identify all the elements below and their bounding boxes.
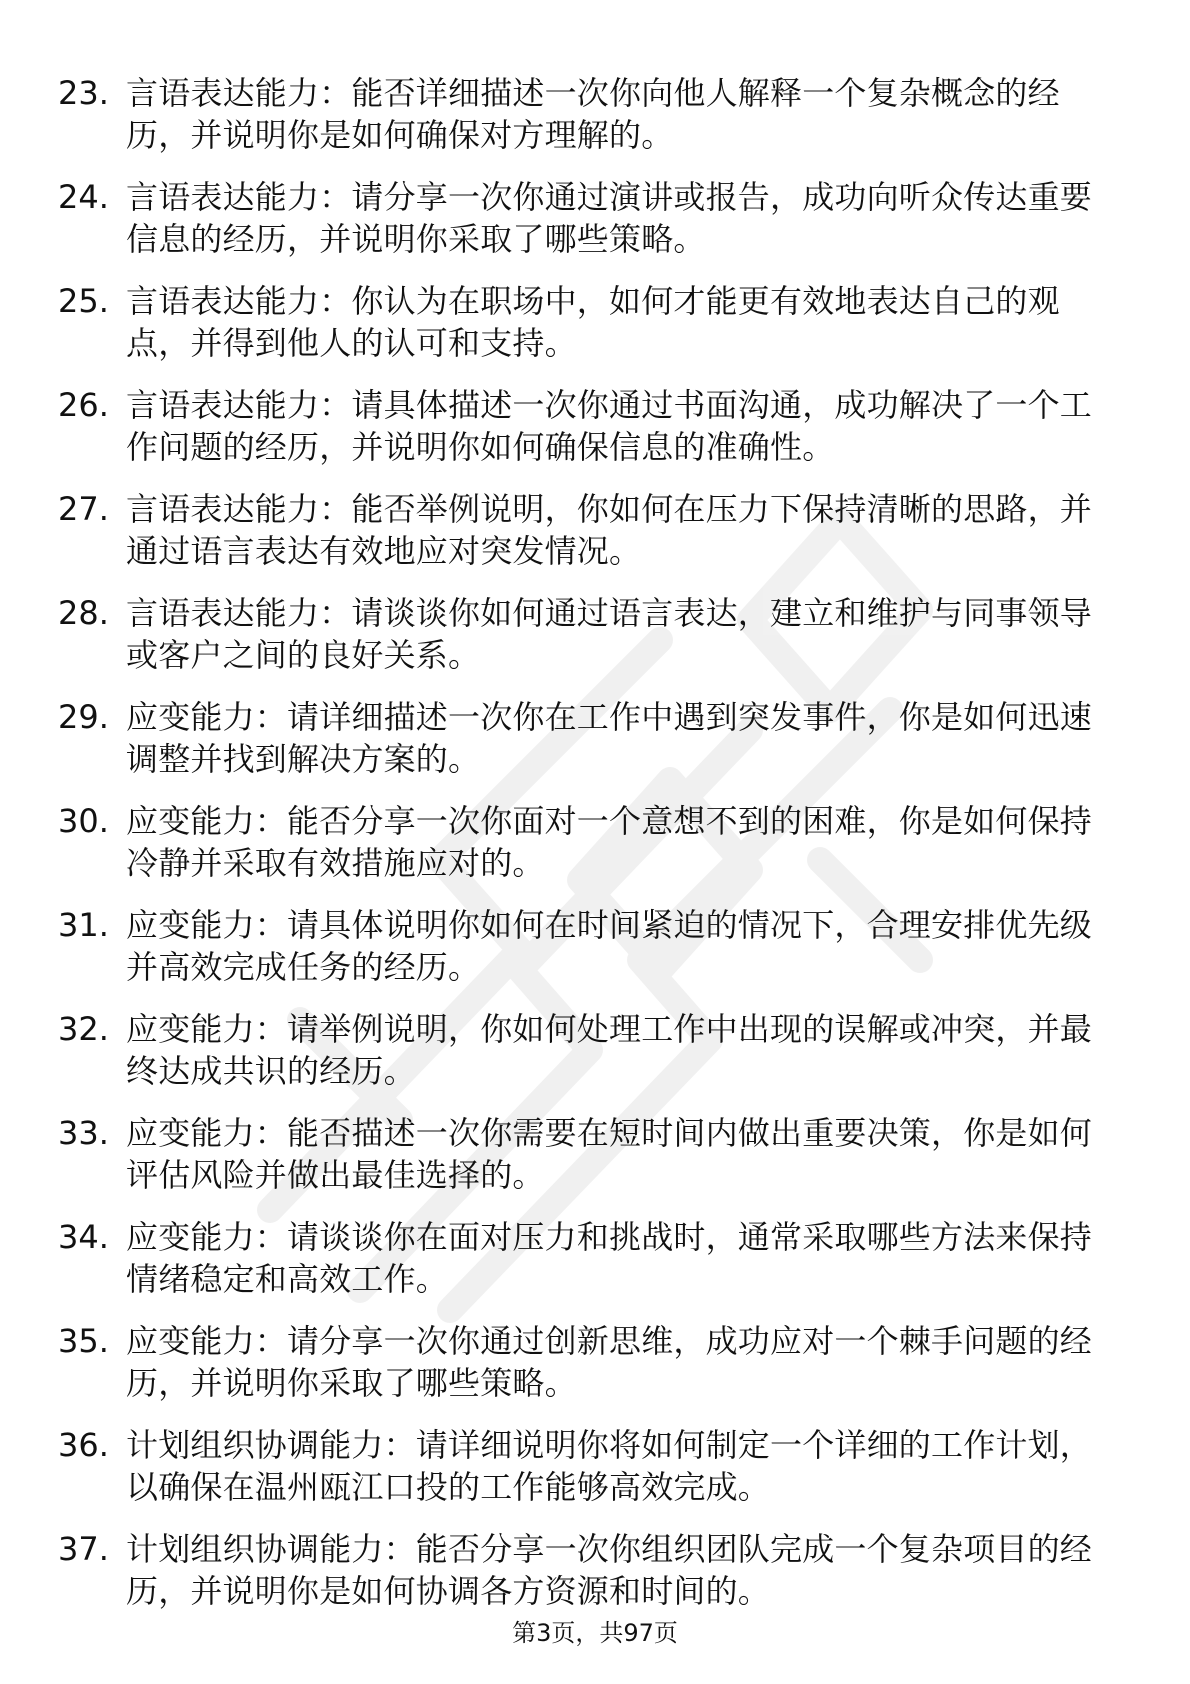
question-item xyxy=(58,1216,1108,1320)
question-text: 计划组织协调能力：请详细说明你将如何制定一个详细的工作计划，以确保在温州瓯江口投的工作能够高效完成。 xyxy=(126,1426,1093,1506)
question-text: 言语表达能力：能否详细描述一次你向他人解释一个复杂概念的经历，并说明你是如何确保对方理解的。 xyxy=(126,74,1060,154)
question-item xyxy=(58,176,1108,280)
question-number: 34. xyxy=(58,1218,109,1256)
question-number: 36. xyxy=(58,1426,109,1464)
question-number: 33. xyxy=(58,1114,109,1152)
question-number: 30. xyxy=(58,802,109,840)
question-text: 应变能力：能否分享一次你面对一个意想不到的困难，你是如何保持冷静并采取有效措施应对的。 xyxy=(126,802,1093,882)
question-item xyxy=(58,800,1108,904)
question-item xyxy=(58,384,1108,488)
question-text: 言语表达能力：请分享一次你通过演讲或报告，成功向听众传达重要信息的经历，并说明你采取了哪些策略。 xyxy=(126,178,1093,258)
question-text: 应变能力：能否描述一次你需要在短时间内做出重要决策，你是如何评估风险并做出最佳选择的。 xyxy=(126,1114,1093,1194)
question-text: 应变能力：请详细描述一次你在工作中遇到突发事件，你是如何迅速调整并找到解决方案的。 xyxy=(126,698,1093,778)
question-item xyxy=(58,1008,1108,1112)
question-text: 应变能力：请谈谈你在面对压力和挑战时，通常采取哪些方法来保持情绪稳定和高效工作。 xyxy=(126,1218,1093,1298)
question-text: 应变能力：请举例说明，你如何处理工作中出现的误解或冲突，并最终达成共识的经历。 xyxy=(126,1010,1093,1090)
question-item xyxy=(58,488,1108,592)
question-text: 应变能力：请具体说明你如何在时间紧迫的情况下，合理安排优先级并高效完成任务的经历。 xyxy=(126,906,1093,986)
question-item xyxy=(58,1112,1108,1216)
question-number: 35. xyxy=(58,1322,109,1360)
question-item xyxy=(58,72,1108,176)
question-item xyxy=(58,592,1108,696)
question-item xyxy=(58,1424,1108,1528)
question-item xyxy=(58,1320,1108,1424)
question-text: 言语表达能力：你认为在职场中，如何才能更有效地表达自己的观点，并得到他人的认可和支持。 xyxy=(126,282,1060,362)
question-text: 计划组织协调能力：能否分享一次你组织团队完成一个复杂项目的经历，并说明你是如何协调各方资源和时间的。 xyxy=(126,1530,1093,1610)
question-item xyxy=(58,904,1108,1008)
question-number: 28. xyxy=(58,594,109,632)
question-item xyxy=(58,280,1108,384)
question-item xyxy=(58,696,1108,800)
question-text: 言语表达能力：能否举例说明，你如何在压力下保持清晰的思路，并通过语言表达有效地应对突发情况。 xyxy=(126,490,1093,570)
question-number: 29. xyxy=(58,698,109,736)
question-text: 言语表达能力：请具体描述一次你通过书面沟通，成功解决了一个工作问题的经历，并说明你如何确保信息的准确性。 xyxy=(126,386,1093,466)
question-number: 27. xyxy=(58,490,109,528)
question-number: 25. xyxy=(58,282,109,320)
page-number-footer: 第3页，共97页 xyxy=(512,1619,678,1647)
question-number: 23. xyxy=(58,74,109,112)
question-list xyxy=(58,72,1108,1632)
question-number: 26. xyxy=(58,386,109,424)
question-number: 31. xyxy=(58,906,109,944)
question-number: 37. xyxy=(58,1530,109,1568)
question-text: 应变能力：请分享一次你通过创新思维，成功应对一个棘手问题的经历，并说明你采取了哪些策略。 xyxy=(126,1322,1093,1402)
question-number: 32. xyxy=(58,1010,109,1048)
question-number: 24. xyxy=(58,178,109,216)
question-text: 言语表达能力：请谈谈你如何通过语言表达，建立和维护与同事领导或客户之间的良好关系。 xyxy=(126,594,1093,674)
